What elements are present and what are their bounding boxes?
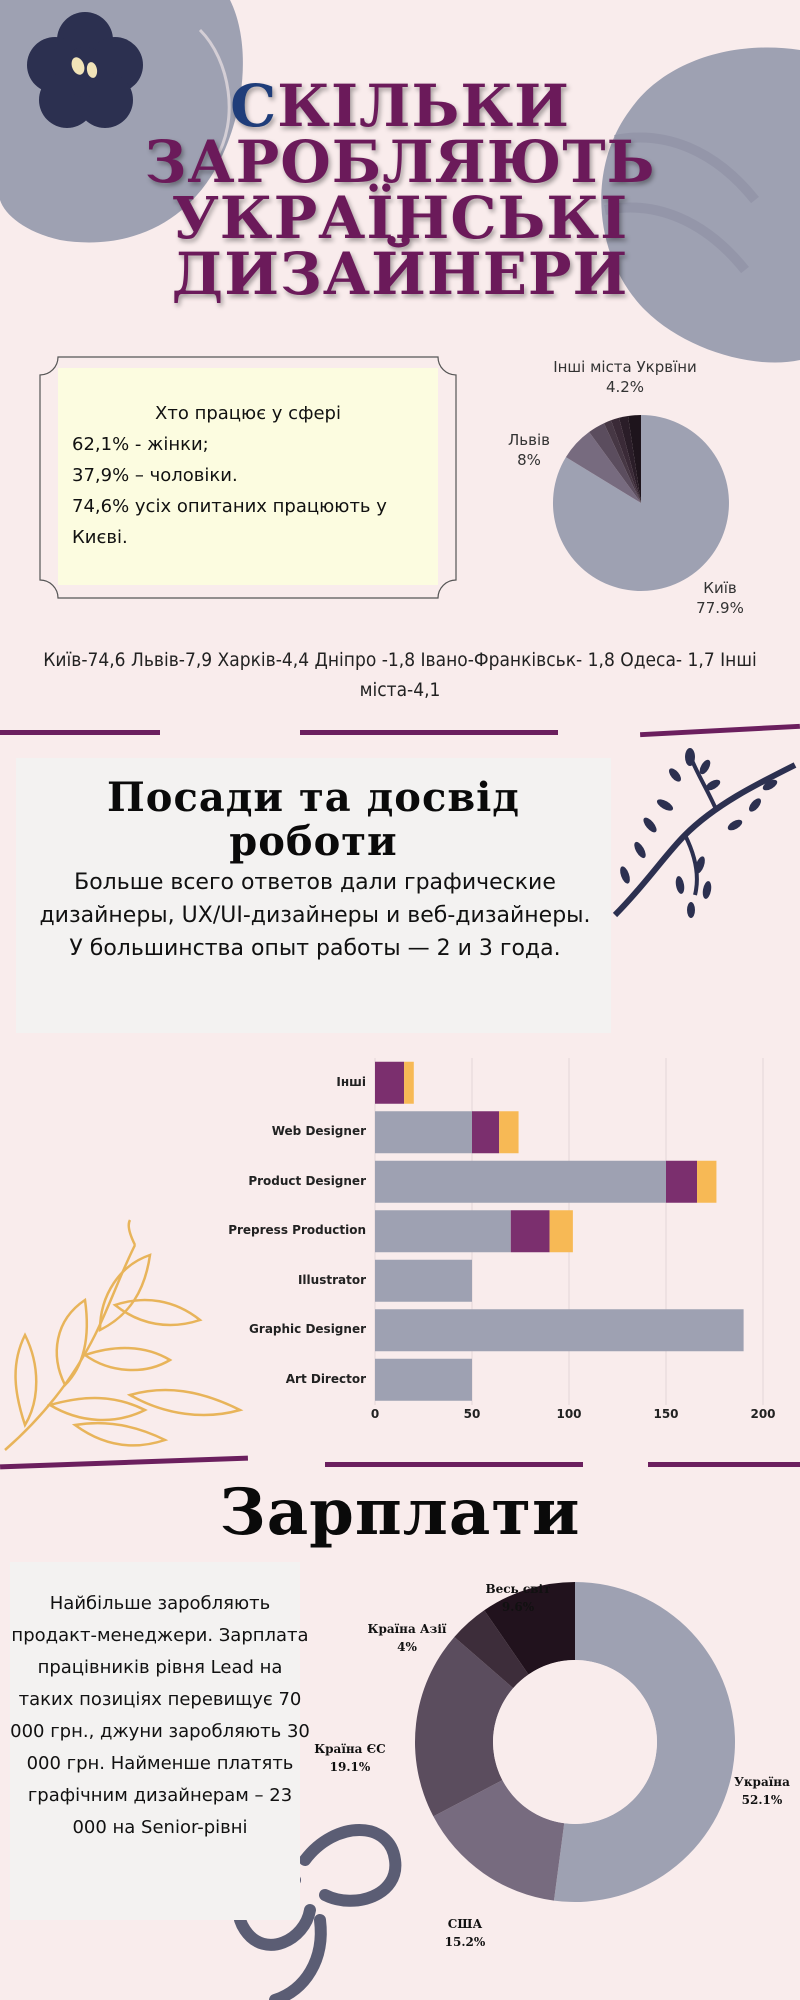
donut-label-world xyxy=(478,1580,558,1616)
category-label: Illustrator xyxy=(297,1272,366,1287)
donut-label-ukraine-name: Україна xyxy=(734,1775,790,1789)
donut-label-usa-name: США xyxy=(447,1917,483,1931)
category-label: Graphic Designer xyxy=(249,1322,366,1337)
category-label: Web Designer xyxy=(271,1124,366,1139)
pie-label-lviv-name: Львів xyxy=(508,431,550,449)
city-breakdown-text: Київ-74,6 Львів-7,9 Харків-4,4 Дніпро -1,8 Івано-Франківськ- 1,8 Одеса- 1,7 Інші міста-4,1 xyxy=(43,649,757,701)
salaries-text: Найбільше заробляють продакт-менеджери. Зарплата працівників рівня Lead на таких позиціях перевищує 70 000 грн., джуни заробляють 30 000 грн. Найменше платять графічним дизайнерам – 23 000 на Senior-рівні xyxy=(10,1593,310,1838)
bar-segment xyxy=(511,1210,550,1252)
donut-label-asia-name: Країна Азії xyxy=(367,1622,447,1636)
bar-segment xyxy=(375,1062,404,1104)
donut-label-world-name: Весь світ xyxy=(485,1582,551,1596)
donut-label-ukraine-value: 52.1% xyxy=(741,1793,783,1807)
salary-donut-chart xyxy=(415,1582,735,1902)
bar-segment xyxy=(375,1260,472,1302)
bar-segment xyxy=(697,1161,716,1203)
positions-title-line-1: Посади та досвід xyxy=(107,774,520,821)
bar-segment xyxy=(375,1359,472,1401)
salaries-title: Зарплати xyxy=(219,1475,581,1550)
x-tick-label: 150 xyxy=(653,1407,679,1421)
bar-segment xyxy=(375,1309,744,1351)
bar-segment xyxy=(550,1210,573,1252)
title-line-4: ДИЗАЙНЕРИ xyxy=(171,240,629,308)
donut-label-asia xyxy=(362,1620,452,1656)
x-tick-label: 100 xyxy=(556,1407,582,1421)
divider xyxy=(0,1456,248,1470)
donut-label-asia-value: 4% xyxy=(397,1640,417,1654)
divider xyxy=(648,1462,800,1467)
category-label: Art Director xyxy=(285,1371,366,1386)
bar-segment xyxy=(404,1062,414,1104)
bar-segment xyxy=(375,1210,511,1252)
donut-label-usa-value: 15.2% xyxy=(444,1935,486,1949)
donut-label-eu xyxy=(305,1740,395,1776)
pie-label-kyiv-value: 77.9% xyxy=(696,599,744,617)
pie-label-other-value: 4.2% xyxy=(605,378,645,396)
positions-title-line-2: роботи xyxy=(229,818,398,865)
donut-label-eu-value: 19.1% xyxy=(329,1760,371,1774)
donut-label-world-value: 9.6% xyxy=(501,1600,535,1614)
men-stat: 37,9% – чоловіки. xyxy=(72,465,238,486)
x-tick-label: 0 xyxy=(370,1407,380,1421)
pie-label-other-name: Інші міста Укрвїни xyxy=(553,358,697,376)
who-works-heading: Хто працює у сфері xyxy=(155,403,341,424)
bar-segment xyxy=(499,1111,518,1153)
donut-label-eu-name: Країна ЄС xyxy=(314,1742,386,1756)
divider xyxy=(325,1462,583,1467)
positions-text: Больше всего ответов дали графические дизайнеры, UX/UI-дизайнеры и веб-дизайнеры. У большинства опыт работы — 2 и 3 года. xyxy=(39,870,591,961)
pie-label-lviv-value: 8% xyxy=(517,451,541,469)
category-label: Інші xyxy=(336,1074,366,1089)
bar-segment xyxy=(375,1111,472,1153)
bar-segment xyxy=(375,1161,666,1203)
kyiv-stat: 74,6% усіх опитаних працюють у Києві. xyxy=(72,496,387,548)
x-tick-label: 200 xyxy=(750,1407,776,1421)
x-tick-label: 50 xyxy=(463,1407,481,1421)
category-label: Product Designer xyxy=(248,1173,366,1188)
pie-label-kyiv-name: Київ xyxy=(703,579,737,597)
title-accent-letter: С xyxy=(230,72,278,140)
title-line-2: ЗАРОБЛЯЮТЬ xyxy=(144,128,656,196)
bar-segment xyxy=(472,1111,499,1153)
women-stat: 62,1% - жінки; xyxy=(72,434,209,455)
title-line-3: УКРАЇНСЬКІ xyxy=(171,184,629,252)
donut-label-usa xyxy=(425,1915,505,1951)
title-line-1: КІЛЬКИ xyxy=(277,72,570,140)
donut-hole xyxy=(493,1660,657,1824)
donut-label-ukraine xyxy=(727,1773,797,1809)
category-label: Prepress Production xyxy=(228,1223,366,1238)
bar-segment xyxy=(666,1161,697,1203)
